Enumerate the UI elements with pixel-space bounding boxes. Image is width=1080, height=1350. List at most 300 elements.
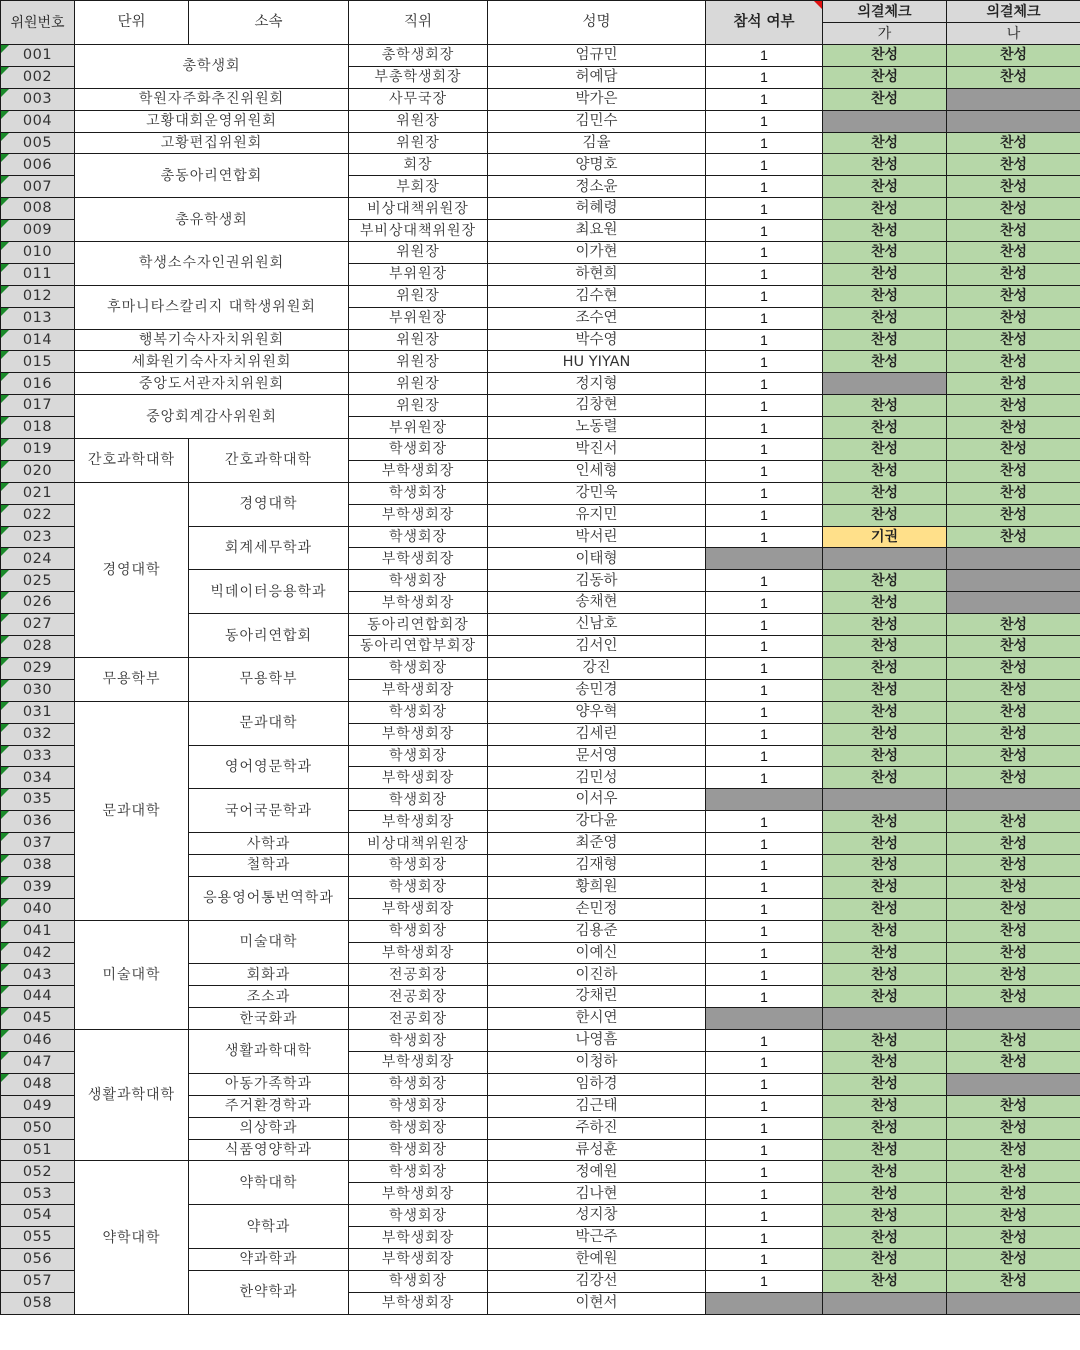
position-cell[interactable]: 부회장 <box>349 176 488 198</box>
vote-a-cell[interactable]: 찬성 <box>823 1139 947 1161</box>
attendance-cell[interactable]: 1 <box>706 767 823 789</box>
member-no-cell[interactable] <box>1 66 75 88</box>
vote-a-cell[interactable]: 찬성 <box>823 964 947 986</box>
unit-cell[interactable]: 경영대학 <box>75 482 189 657</box>
header-vote-check-a[interactable]: 의결체크 <box>823 1 947 23</box>
comment-indicator-icon[interactable] <box>814 1 822 9</box>
vote-a-cell[interactable]: 찬성 <box>823 329 947 351</box>
attendance-cell[interactable]: 1 <box>706 614 823 636</box>
affiliation-cell[interactable]: 회화과 <box>189 964 349 986</box>
position-cell[interactable]: 부학생회장 <box>349 723 488 745</box>
vote-b-cell[interactable]: 찬성 <box>947 373 1080 395</box>
name-cell[interactable]: 박수영 <box>488 329 706 351</box>
position-cell[interactable]: 위원장 <box>349 351 488 373</box>
member-no-cell[interactable] <box>1 1117 75 1139</box>
header-attendance[interactable] <box>706 1 823 45</box>
position-cell[interactable]: 학생회장 <box>349 745 488 767</box>
attendance-cell[interactable]: 1 <box>706 395 823 417</box>
member-no-cell[interactable] <box>1 1051 75 1073</box>
table-row[interactable] <box>1 657 1080 679</box>
position-cell[interactable]: 부학생회장 <box>349 1183 488 1205</box>
member-no-cell[interactable] <box>1 1161 75 1183</box>
unit-cell[interactable]: 문과대학 <box>75 701 189 920</box>
position-cell[interactable]: 부학생회장 <box>349 1248 488 1270</box>
name-cell[interactable]: 박가은 <box>488 88 706 110</box>
member-no-cell[interactable] <box>1 854 75 876</box>
unit-merged-cell[interactable]: 총동아리연합회 <box>75 154 349 198</box>
vote-b-cell[interactable]: 찬성 <box>947 876 1080 898</box>
vote-b-cell[interactable]: 찬성 <box>947 657 1080 679</box>
unit-cell[interactable]: 미술대학 <box>75 920 189 1029</box>
affiliation-cell[interactable]: 빅데이터응용학과 <box>189 570 349 614</box>
unit-cell[interactable]: 생활과학대학 <box>75 1030 189 1161</box>
position-cell[interactable]: 부비상대책위원장 <box>349 220 488 242</box>
attendance-cell[interactable]: 1 <box>706 942 823 964</box>
position-cell[interactable]: 부위원장 <box>349 417 488 439</box>
name-cell[interactable]: 강다윤 <box>488 811 706 833</box>
attendance-cell[interactable]: 1 <box>706 110 823 132</box>
vote-a-cell[interactable]: 찬성 <box>823 351 947 373</box>
attendance-cell[interactable]: 1 <box>706 1270 823 1292</box>
position-cell[interactable]: 위원장 <box>349 395 488 417</box>
vote-b-cell[interactable]: 찬성 <box>947 614 1080 636</box>
vote-b-cell[interactable]: 찬성 <box>947 1205 1080 1227</box>
position-cell[interactable]: 부총학생회장 <box>349 66 488 88</box>
vote-b-cell[interactable]: 찬성 <box>947 723 1080 745</box>
member-no-cell[interactable] <box>1 220 75 242</box>
position-cell[interactable]: 동아리연합부회장 <box>349 636 488 658</box>
attendance-cell[interactable]: 1 <box>706 876 823 898</box>
table-row[interactable] <box>1 110 1080 132</box>
position-cell[interactable]: 비상대책위원장 <box>349 833 488 855</box>
name-cell[interactable]: 문서영 <box>488 745 706 767</box>
affiliation-cell[interactable]: 동아리연합회 <box>189 614 349 658</box>
position-cell[interactable]: 학생회장 <box>349 570 488 592</box>
member-no-cell[interactable] <box>1 920 75 942</box>
table-row[interactable] <box>1 198 1080 220</box>
member-no-cell[interactable] <box>1 307 75 329</box>
vote-b-cell[interactable]: 찬성 <box>947 242 1080 264</box>
affiliation-cell[interactable]: 주거환경학과 <box>189 1095 349 1117</box>
vote-a-cell[interactable]: 찬성 <box>823 88 947 110</box>
vote-b-cell[interactable]: 찬성 <box>947 351 1080 373</box>
attendance-cell[interactable]: 1 <box>706 285 823 307</box>
name-cell[interactable]: 유지민 <box>488 504 706 526</box>
attendance-cell[interactable]: 1 <box>706 679 823 701</box>
name-cell[interactable]: 손민정 <box>488 898 706 920</box>
header-vote-check-b[interactable]: 의결체크 <box>947 1 1080 23</box>
vote-b-cell[interactable] <box>947 1008 1080 1030</box>
vote-a-cell[interactable]: 찬성 <box>823 263 947 285</box>
member-no-cell[interactable] <box>1 745 75 767</box>
position-cell[interactable]: 비상대책위원장 <box>349 198 488 220</box>
member-no-cell[interactable] <box>1 1292 75 1314</box>
attendance-cell[interactable]: 1 <box>706 657 823 679</box>
unit-cell[interactable]: 약학대학 <box>75 1161 189 1314</box>
name-cell[interactable]: 한시연 <box>488 1008 706 1030</box>
member-no-cell[interactable] <box>1 417 75 439</box>
name-cell[interactable]: 김강선 <box>488 1270 706 1292</box>
attendance-cell[interactable] <box>706 548 823 570</box>
position-cell[interactable]: 위원장 <box>349 285 488 307</box>
vote-a-cell[interactable]: 찬성 <box>823 1248 947 1270</box>
name-cell[interactable]: 박근주 <box>488 1227 706 1249</box>
position-cell[interactable]: 부학생회장 <box>349 548 488 570</box>
member-no-cell[interactable] <box>1 570 75 592</box>
position-cell[interactable]: 부학생회장 <box>349 592 488 614</box>
table-row[interactable] <box>1 482 1080 504</box>
unit-merged-cell[interactable]: 중앙회계감사위원회 <box>75 395 349 439</box>
vote-a-cell[interactable]: 찬성 <box>823 679 947 701</box>
table-row[interactable] <box>1 242 1080 264</box>
table-row[interactable] <box>1 351 1080 373</box>
affiliation-cell[interactable]: 생활과학대학 <box>189 1030 349 1074</box>
attendance-cell[interactable]: 1 <box>706 723 823 745</box>
attendance-cell[interactable]: 1 <box>706 570 823 592</box>
member-no-cell[interactable] <box>1 154 75 176</box>
member-no-cell[interactable] <box>1 504 75 526</box>
member-no-cell[interactable] <box>1 876 75 898</box>
position-cell[interactable]: 학생회장 <box>349 1095 488 1117</box>
attendance-cell[interactable]: 1 <box>706 1095 823 1117</box>
position-cell[interactable]: 부위원장 <box>349 263 488 285</box>
table-row[interactable] <box>1 395 1080 417</box>
attendance-cell[interactable]: 1 <box>706 242 823 264</box>
affiliation-cell[interactable]: 영어영문학과 <box>189 745 349 789</box>
vote-b-cell[interactable]: 찬성 <box>947 920 1080 942</box>
vote-a-cell[interactable]: 찬성 <box>823 745 947 767</box>
vote-b-cell[interactable]: 찬성 <box>947 854 1080 876</box>
position-cell[interactable]: 학생회장 <box>349 1270 488 1292</box>
vote-a-cell[interactable]: 찬성 <box>823 876 947 898</box>
vote-a-cell[interactable]: 찬성 <box>823 723 947 745</box>
name-cell[interactable]: 강진 <box>488 657 706 679</box>
unit-merged-cell[interactable]: 세화원기숙사자치위원회 <box>75 351 349 373</box>
name-cell[interactable]: 정예원 <box>488 1161 706 1183</box>
vote-a-cell[interactable] <box>823 1292 947 1314</box>
name-cell[interactable]: 황희원 <box>488 876 706 898</box>
vote-a-cell[interactable]: 찬성 <box>823 570 947 592</box>
vote-b-cell[interactable]: 찬성 <box>947 1227 1080 1249</box>
member-no-cell[interactable] <box>1 1139 75 1161</box>
name-cell[interactable]: 정소윤 <box>488 176 706 198</box>
attendance-cell[interactable]: 1 <box>706 373 823 395</box>
vote-a-cell[interactable] <box>823 110 947 132</box>
vote-a-cell[interactable]: 찬성 <box>823 767 947 789</box>
member-no-cell[interactable] <box>1 1030 75 1052</box>
unit-merged-cell[interactable]: 총학생회 <box>75 45 349 89</box>
member-no-cell[interactable] <box>1 767 75 789</box>
name-cell[interactable]: 이청하 <box>488 1051 706 1073</box>
header-vote-b-label[interactable]: 나 <box>947 23 1080 45</box>
vote-b-cell[interactable]: 찬성 <box>947 1051 1080 1073</box>
member-no-cell[interactable] <box>1 789 75 811</box>
name-cell[interactable]: 강민욱 <box>488 482 706 504</box>
vote-a-cell[interactable]: 찬성 <box>823 701 947 723</box>
vote-b-cell[interactable] <box>947 570 1080 592</box>
vote-a-cell[interactable]: 기권 <box>823 526 947 548</box>
vote-a-cell[interactable]: 찬성 <box>823 395 947 417</box>
position-cell[interactable]: 전공회장 <box>349 986 488 1008</box>
position-cell[interactable]: 학생회장 <box>349 789 488 811</box>
attendance-cell[interactable] <box>706 789 823 811</box>
name-cell[interactable]: 엄규민 <box>488 45 706 67</box>
affiliation-cell[interactable]: 조소과 <box>189 986 349 1008</box>
vote-b-cell[interactable]: 찬성 <box>947 154 1080 176</box>
position-cell[interactable]: 부학생회장 <box>349 504 488 526</box>
name-cell[interactable]: 임하경 <box>488 1073 706 1095</box>
vote-a-cell[interactable]: 찬성 <box>823 220 947 242</box>
vote-a-cell[interactable]: 찬성 <box>823 1073 947 1095</box>
vote-a-cell[interactable] <box>823 373 947 395</box>
name-cell[interactable]: 이예신 <box>488 942 706 964</box>
position-cell[interactable]: 전공회장 <box>349 1008 488 1030</box>
attendance-cell[interactable]: 1 <box>706 701 823 723</box>
vote-b-cell[interactable]: 찬성 <box>947 504 1080 526</box>
vote-a-cell[interactable]: 찬성 <box>823 942 947 964</box>
position-cell[interactable]: 학생회장 <box>349 1205 488 1227</box>
member-no-cell[interactable] <box>1 351 75 373</box>
position-cell[interactable]: 위원장 <box>349 132 488 154</box>
attendance-cell[interactable]: 1 <box>706 351 823 373</box>
name-cell[interactable]: 이태형 <box>488 548 706 570</box>
table-row[interactable] <box>1 154 1080 176</box>
vote-a-cell[interactable]: 찬성 <box>823 920 947 942</box>
vote-a-cell[interactable]: 찬성 <box>823 504 947 526</box>
vote-b-cell[interactable] <box>947 88 1080 110</box>
position-cell[interactable]: 위원장 <box>349 110 488 132</box>
member-no-cell[interactable] <box>1 482 75 504</box>
vote-a-cell[interactable]: 찬성 <box>823 154 947 176</box>
member-no-cell[interactable] <box>1 88 75 110</box>
attendance-cell[interactable]: 1 <box>706 854 823 876</box>
member-no-cell[interactable] <box>1 1095 75 1117</box>
header-name[interactable]: 성명 <box>488 1 706 45</box>
affiliation-cell[interactable]: 간호과학대학 <box>189 439 349 483</box>
attendance-cell[interactable]: 1 <box>706 833 823 855</box>
attendance-cell[interactable]: 1 <box>706 986 823 1008</box>
attendance-cell[interactable]: 1 <box>706 263 823 285</box>
vote-a-cell[interactable]: 찬성 <box>823 1227 947 1249</box>
vote-b-cell[interactable]: 찬성 <box>947 1117 1080 1139</box>
unit-merged-cell[interactable]: 학생소수자인권위원회 <box>75 242 349 286</box>
member-no-cell[interactable] <box>1 986 75 1008</box>
name-cell[interactable]: 김재형 <box>488 854 706 876</box>
vote-a-cell[interactable]: 찬성 <box>823 66 947 88</box>
table-row[interactable] <box>1 373 1080 395</box>
attendance-cell[interactable]: 1 <box>706 964 823 986</box>
attendance-cell[interactable]: 1 <box>706 1227 823 1249</box>
table-row[interactable] <box>1 88 1080 110</box>
position-cell[interactable]: 학생회장 <box>349 1073 488 1095</box>
vote-a-cell[interactable] <box>823 1008 947 1030</box>
vote-a-cell[interactable]: 찬성 <box>823 307 947 329</box>
attendance-cell[interactable]: 1 <box>706 417 823 439</box>
attendance-cell[interactable]: 1 <box>706 220 823 242</box>
member-no-cell[interactable] <box>1 395 75 417</box>
member-no-cell[interactable] <box>1 898 75 920</box>
member-no-cell[interactable] <box>1 811 75 833</box>
name-cell[interactable]: 김민성 <box>488 767 706 789</box>
vote-b-cell[interactable]: 찬성 <box>947 285 1080 307</box>
affiliation-cell[interactable]: 무용학부 <box>189 657 349 701</box>
position-cell[interactable]: 위원장 <box>349 242 488 264</box>
vote-b-cell[interactable]: 찬성 <box>947 307 1080 329</box>
name-cell[interactable]: 정지형 <box>488 373 706 395</box>
vote-a-cell[interactable]: 찬성 <box>823 482 947 504</box>
position-cell[interactable]: 학생회장 <box>349 526 488 548</box>
member-no-cell[interactable] <box>1 701 75 723</box>
attendance-cell[interactable]: 1 <box>706 88 823 110</box>
vote-b-cell[interactable]: 찬성 <box>947 1248 1080 1270</box>
affiliation-cell[interactable]: 의상학과 <box>189 1117 349 1139</box>
vote-b-cell[interactable]: 찬성 <box>947 1270 1080 1292</box>
attendance-cell[interactable]: 1 <box>706 898 823 920</box>
position-cell[interactable]: 동아리연합회장 <box>349 614 488 636</box>
member-no-cell[interactable] <box>1 1270 75 1292</box>
vote-b-cell[interactable]: 찬성 <box>947 898 1080 920</box>
vote-a-cell[interactable]: 찬성 <box>823 176 947 198</box>
affiliation-cell[interactable]: 약학과 <box>189 1205 349 1249</box>
attendance-cell[interactable]: 1 <box>706 1161 823 1183</box>
vote-b-cell[interactable]: 찬성 <box>947 439 1080 461</box>
unit-merged-cell[interactable]: 고황대회운영위원회 <box>75 110 349 132</box>
name-cell[interactable]: 한예원 <box>488 1248 706 1270</box>
name-cell[interactable]: 박진서 <box>488 439 706 461</box>
vote-b-cell[interactable] <box>947 548 1080 570</box>
position-cell[interactable]: 학생회장 <box>349 482 488 504</box>
vote-b-cell[interactable]: 찬성 <box>947 526 1080 548</box>
table-row[interactable] <box>1 285 1080 307</box>
table-row[interactable] <box>1 439 1080 461</box>
attendance-cell[interactable]: 1 <box>706 1183 823 1205</box>
vote-b-cell[interactable]: 찬성 <box>947 198 1080 220</box>
affiliation-cell[interactable]: 사학과 <box>189 833 349 855</box>
vote-b-cell[interactable]: 찬성 <box>947 1183 1080 1205</box>
position-cell[interactable]: 학생회장 <box>349 1161 488 1183</box>
vote-a-cell[interactable]: 찬성 <box>823 1205 947 1227</box>
member-no-cell[interactable] <box>1 1183 75 1205</box>
name-cell[interactable]: 김율 <box>488 132 706 154</box>
affiliation-cell[interactable]: 약과학과 <box>189 1248 349 1270</box>
unit-merged-cell[interactable]: 후마니타스칼리지 대학생위원회 <box>75 285 349 329</box>
attendance-cell[interactable]: 1 <box>706 811 823 833</box>
vote-b-cell[interactable] <box>947 1292 1080 1314</box>
member-no-cell[interactable] <box>1 964 75 986</box>
name-cell[interactable]: 박서린 <box>488 526 706 548</box>
position-cell[interactable]: 부학생회장 <box>349 811 488 833</box>
member-no-cell[interactable] <box>1 1227 75 1249</box>
name-cell[interactable]: 나영흠 <box>488 1030 706 1052</box>
vote-b-cell[interactable]: 찬성 <box>947 942 1080 964</box>
vote-b-cell[interactable]: 찬성 <box>947 263 1080 285</box>
member-no-cell[interactable] <box>1 110 75 132</box>
attendance-cell[interactable]: 1 <box>706 592 823 614</box>
position-cell[interactable]: 부학생회장 <box>349 1051 488 1073</box>
table-row[interactable] <box>1 701 1080 723</box>
member-no-cell[interactable] <box>1 285 75 307</box>
member-no-cell[interactable] <box>1 679 75 701</box>
attendance-cell[interactable] <box>706 1008 823 1030</box>
attendance-cell[interactable]: 1 <box>706 1139 823 1161</box>
name-cell[interactable]: 송채현 <box>488 592 706 614</box>
member-no-cell[interactable] <box>1 1248 75 1270</box>
position-cell[interactable]: 학생회장 <box>349 439 488 461</box>
table-row[interactable] <box>1 920 1080 942</box>
affiliation-cell[interactable]: 아동가족학과 <box>189 1073 349 1095</box>
member-no-cell[interactable] <box>1 636 75 658</box>
affiliation-cell[interactable]: 문과대학 <box>189 701 349 745</box>
position-cell[interactable]: 학생회장 <box>349 1030 488 1052</box>
vote-b-cell[interactable]: 찬성 <box>947 679 1080 701</box>
position-cell[interactable]: 부학생회장 <box>349 767 488 789</box>
member-no-cell[interactable] <box>1 373 75 395</box>
vote-b-cell[interactable]: 찬성 <box>947 1095 1080 1117</box>
attendance-cell[interactable]: 1 <box>706 1051 823 1073</box>
position-cell[interactable]: 학생회장 <box>349 854 488 876</box>
member-no-cell[interactable] <box>1 1008 75 1030</box>
name-cell[interactable]: 송민경 <box>488 679 706 701</box>
attendance-cell[interactable]: 1 <box>706 1205 823 1227</box>
vote-b-cell[interactable]: 찬성 <box>947 66 1080 88</box>
name-cell[interactable]: 주하진 <box>488 1117 706 1139</box>
vote-b-cell[interactable]: 찬성 <box>947 132 1080 154</box>
position-cell[interactable]: 회장 <box>349 154 488 176</box>
header-unit[interactable]: 단위 <box>75 1 189 45</box>
attendance-cell[interactable]: 1 <box>706 745 823 767</box>
unit-merged-cell[interactable]: 행복기숙사자치위원회 <box>75 329 349 351</box>
vote-b-cell[interactable]: 찬성 <box>947 395 1080 417</box>
member-no-cell[interactable] <box>1 45 75 67</box>
vote-b-cell[interactable]: 찬성 <box>947 811 1080 833</box>
vote-b-cell[interactable]: 찬성 <box>947 1161 1080 1183</box>
affiliation-cell[interactable]: 철학과 <box>189 854 349 876</box>
member-no-cell[interactable] <box>1 1205 75 1227</box>
unit-cell[interactable]: 무용학부 <box>75 657 189 701</box>
member-no-cell[interactable] <box>1 176 75 198</box>
table-row[interactable] <box>1 1161 1080 1183</box>
vote-a-cell[interactable] <box>823 548 947 570</box>
vote-b-cell[interactable]: 찬성 <box>947 964 1080 986</box>
name-cell[interactable]: 조수연 <box>488 307 706 329</box>
vote-a-cell[interactable]: 찬성 <box>823 242 947 264</box>
vote-a-cell[interactable]: 찬성 <box>823 657 947 679</box>
name-cell[interactable]: 김근태 <box>488 1095 706 1117</box>
member-no-cell[interactable] <box>1 723 75 745</box>
attendance-cell[interactable]: 1 <box>706 920 823 942</box>
vote-b-cell[interactable]: 찬성 <box>947 745 1080 767</box>
name-cell[interactable]: 허예담 <box>488 66 706 88</box>
name-cell[interactable]: 하현희 <box>488 263 706 285</box>
affiliation-cell[interactable]: 식품영양학과 <box>189 1139 349 1161</box>
attendance-cell[interactable]: 1 <box>706 439 823 461</box>
member-no-cell[interactable] <box>1 614 75 636</box>
attendance-cell[interactable]: 1 <box>706 1030 823 1052</box>
position-cell[interactable]: 부위원장 <box>349 307 488 329</box>
position-cell[interactable]: 학생회장 <box>349 657 488 679</box>
position-cell[interactable]: 학생회장 <box>349 920 488 942</box>
position-cell[interactable]: 부학생회장 <box>349 1227 488 1249</box>
affiliation-cell[interactable]: 경영대학 <box>189 482 349 526</box>
name-cell[interactable]: HU YIYAN <box>488 351 706 373</box>
position-cell[interactable]: 총학생회장 <box>349 45 488 67</box>
name-cell[interactable]: 이현서 <box>488 1292 706 1314</box>
position-cell[interactable]: 학생회장 <box>349 1139 488 1161</box>
position-cell[interactable]: 학생회장 <box>349 876 488 898</box>
position-cell[interactable]: 부학생회장 <box>349 460 488 482</box>
unit-merged-cell[interactable]: 고황편집위원회 <box>75 132 349 154</box>
vote-b-cell[interactable]: 찬성 <box>947 701 1080 723</box>
